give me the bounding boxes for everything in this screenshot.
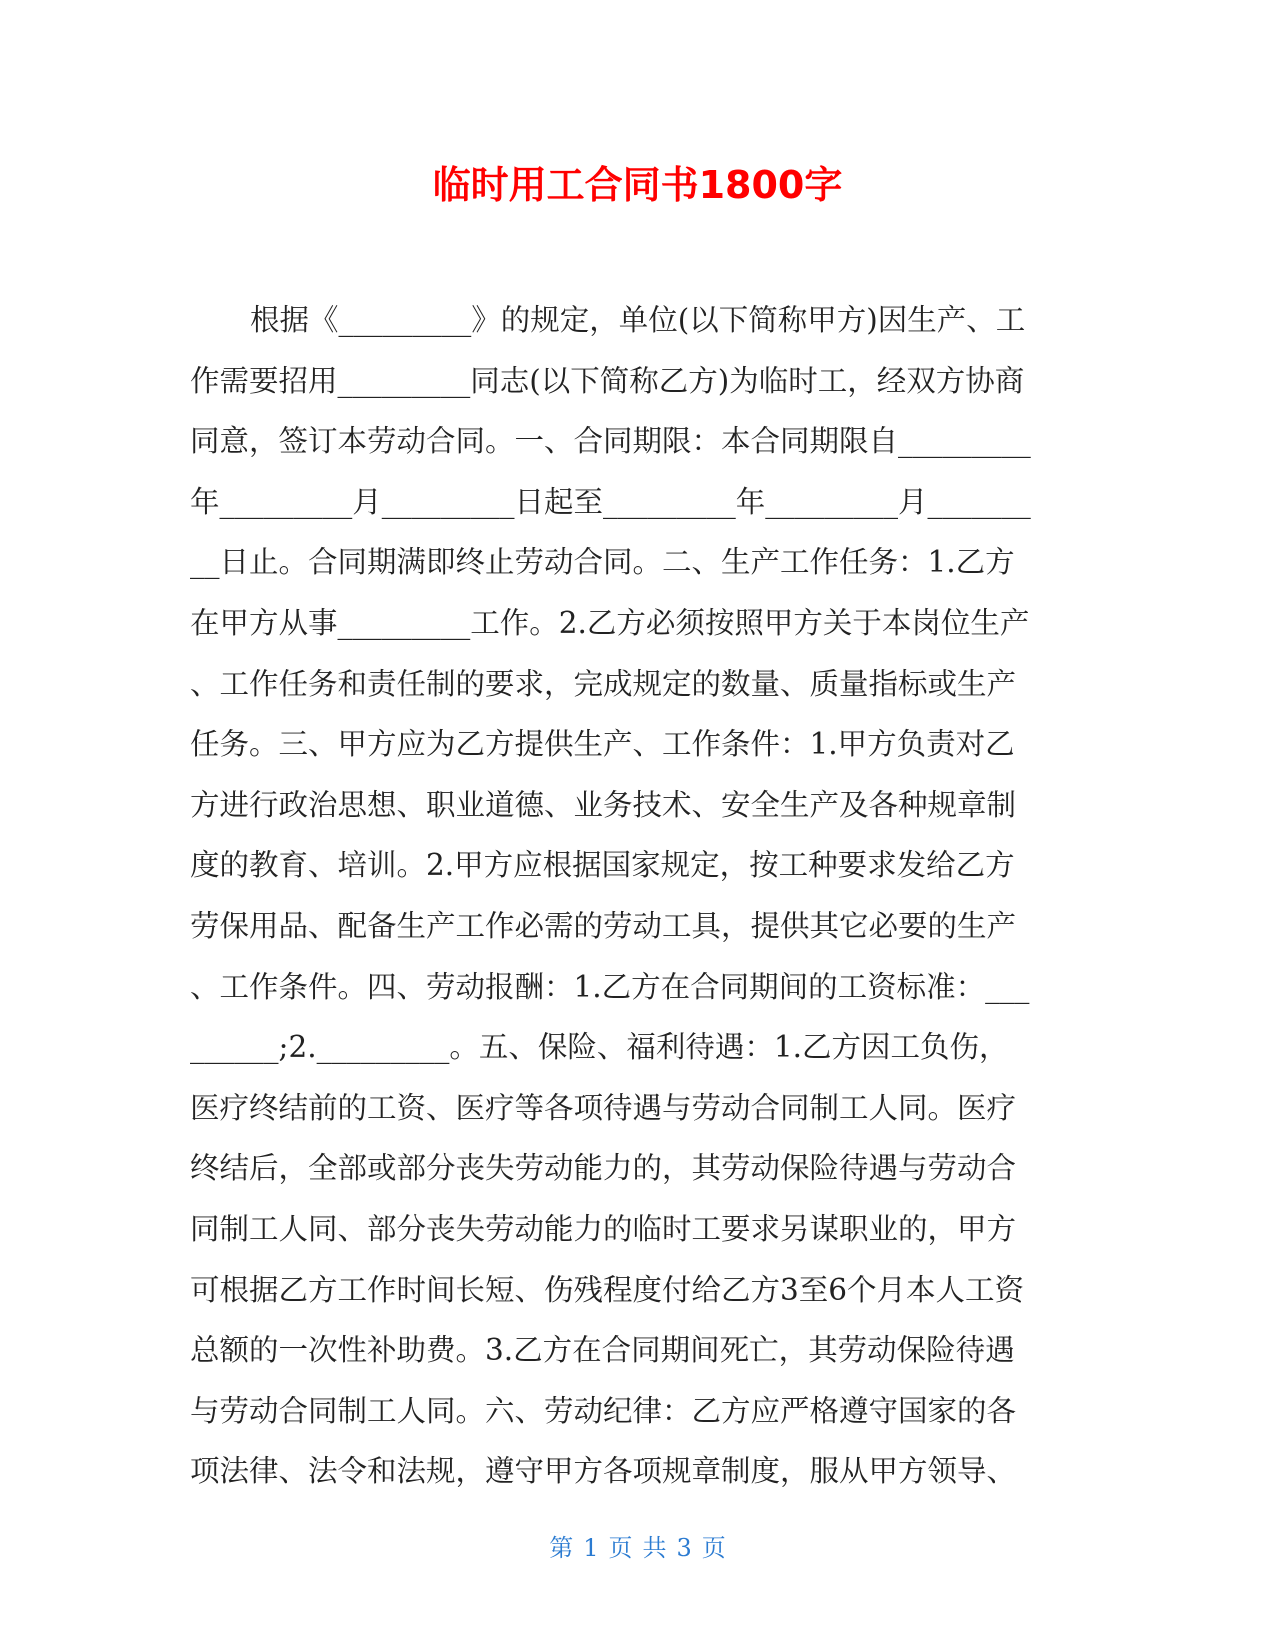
body-line: __日止。合同期满即终止劳动合同。二、生产工作任务：1.乙方 <box>190 545 1015 580</box>
page-label: 第 <box>549 1534 574 1562</box>
body-line: 在甲方从事_________工作。2.乙方必须按照甲方关于本岗位生产 <box>190 605 1030 640</box>
body-line: 总额的一次性补助费。3.乙方在合同期间死亡，其劳动保险待遇 <box>190 1333 1015 1368</box>
document-title: 临时用工合同书1800字 <box>432 163 843 207</box>
current-page-number: 1 <box>583 1534 599 1562</box>
body-line: 可根据乙方工作时间长短、伤残程度付给乙方3至6个月本人工资 <box>190 1272 1025 1307</box>
body-line: 、工作条件。四、劳动报酬：1.乙方在合同期间的工资标准：___ <box>190 969 1030 1004</box>
body-line: 同意，签订本劳动合同。一、合同期限：本合同期限自_________ <box>190 424 1031 459</box>
body-line: 作需要招用_________同志(以下简称乙方)为临时工，经双方协商 <box>190 363 1025 398</box>
body-line: 根据《_________》的规定，单位(以下简称甲方)因生产、工 <box>250 303 1026 337</box>
body-line: 与劳动合同制工人同。六、劳动纪律：乙方应严格遵守国家的各 <box>190 1393 1017 1428</box>
body-line: 项法律、法令和法规，遵守甲方各项规章制度，服从甲方领导、 <box>190 1454 1017 1489</box>
page-footer <box>0 1533 1275 1563</box>
document-body <box>190 290 1080 1502</box>
body-line: 劳保用品、配备生产工作必需的劳动工具，提供其它必要的生产 <box>190 908 1017 943</box>
body-line: 度的教育、培训。2.甲方应根据国家规定，按工种要求发给乙方 <box>190 848 1015 883</box>
body-line: 终结后，全部或部分丧失劳动能力的，其劳动保险待遇与劳动合 <box>190 1151 1017 1186</box>
body-line: 、工作任务和责任制的要求，完成规定的数量、质量指标或生产 <box>190 666 1017 701</box>
body-line: ______;2._________。五、保险、福利待遇：1.乙方因工负伤， <box>190 1030 1009 1065</box>
body-line: 方进行政治思想、职业道德、业务技术、安全生产及各种规章制 <box>190 787 1017 822</box>
body-line: 任务。三、甲方应为乙方提供生产、工作条件：1.甲方负责对乙 <box>190 727 1015 762</box>
total-pages-number: 3 <box>676 1534 692 1562</box>
page-unit-label: 页 <box>608 1534 633 1562</box>
body-line: 医疗终结前的工资、医疗等各项待遇与劳动合同制工人同。医疗 <box>190 1090 1017 1125</box>
body-line: 年_________月_________日起至_________年_________月_______ <box>190 484 1031 519</box>
body-line: 同制工人同、部分丧失劳动能力的临时工要求另谋职业的，甲方 <box>190 1211 1017 1246</box>
total-label: 共 <box>642 1534 667 1562</box>
total-unit-label: 页 <box>701 1534 726 1562</box>
